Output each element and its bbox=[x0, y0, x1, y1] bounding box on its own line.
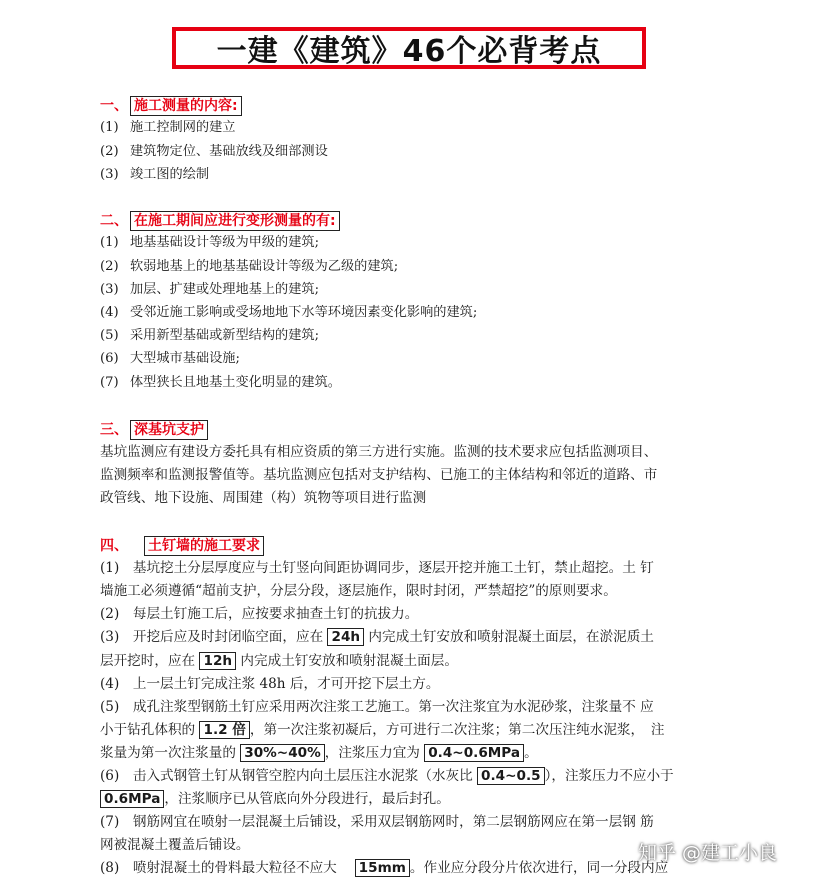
list-item: (3) 加层、扩建或处理地基上的建筑; bbox=[100, 282, 320, 297]
paragraph-line: 政管线、地下设施、周围建（构）筑物等项目进行监测 bbox=[100, 490, 427, 506]
paragraph-line: 墙施工必须遵循“超前支护，分层分段，逐层施作，限时封闭，严禁超挖”的原则要求。 bbox=[100, 583, 617, 599]
list-item: (1) 地基基础设计等级为甲级的建筑; bbox=[100, 235, 320, 250]
paragraph-line: 网被混凝土覆盖后铺设。 bbox=[100, 837, 250, 853]
paragraph-line: (4) 上一层土钉完成注浆 48h 后，才可开挖下层土方。 bbox=[100, 676, 440, 692]
highlight-value: 24h bbox=[327, 628, 364, 646]
list-item: (2) 建筑物定位、基础放线及细部测设 bbox=[100, 144, 328, 159]
paragraph-line: 浆量为第一次注浆量的 30%~40% ，注浆压力宜为 0.4~0.6MPa 。 bbox=[100, 745, 538, 761]
section-4-heading bbox=[100, 535, 264, 555]
watermark: 知乎 @建工小良 bbox=[638, 842, 778, 864]
section-3-heading bbox=[100, 419, 208, 439]
paragraph-line: 小于钻孔体积的 1.2 倍 ，第一次注浆初凝后，方可进行二次注浆；第二次压注纯水泥浆， 注 bbox=[100, 722, 665, 738]
highlight-value: 0.4~0.6MPa bbox=[424, 744, 524, 762]
highlight-value: 30%~40% bbox=[240, 744, 324, 762]
highlight-value: 0.4~0.5 bbox=[477, 767, 545, 785]
list-item: (3) 竣工图的绘制 bbox=[100, 167, 210, 182]
paragraph-line: (6) 击入式钢管土钉从钢管空腔内向土层压注水泥浆（水灰比 0.4~0.5 ），注浆压力不应小于 bbox=[100, 768, 674, 784]
highlight-value: 15mm bbox=[355, 859, 410, 877]
section-number: 二、 bbox=[100, 213, 128, 229]
paragraph-line: (5) 成孔注浆型钢筋土钉应采用两次注浆工艺施工。第一次注浆宜为水泥砂浆，注浆量不 应 bbox=[100, 699, 654, 715]
section-title: 在施工期间应进行变形测量的有: bbox=[130, 211, 340, 231]
paragraph-line: (8) 喷射混凝土的骨料最大粒径不应大 15mm 。作业应分段分片依次进行，同一分段内应 bbox=[100, 860, 669, 876]
paragraph-line: 层开挖时，应在 12h 内完成土钉安放和喷射混凝土面层。 bbox=[100, 653, 458, 669]
list-item: (5) 采用新型基础或新型结构的建筑; bbox=[100, 328, 320, 343]
list-item: (2) 软弱地基上的地基基础设计等级为乙级的建筑; bbox=[100, 259, 399, 274]
list-item: (7) 体型狭长且地基土变化明显的建筑。 bbox=[100, 375, 341, 390]
list-item: (4) 受邻近施工影响或受场地地下水等环境因素变化影响的建筑; bbox=[100, 305, 478, 320]
section-1-heading bbox=[100, 95, 242, 115]
highlight-value: 12h bbox=[199, 652, 236, 670]
list-item: (6) 大型城市基础设施; bbox=[100, 351, 240, 366]
section-number: 一、 bbox=[100, 98, 128, 114]
document-title: 一建《建筑》46个必背考点 bbox=[172, 27, 646, 69]
paragraph-line: 基坑监测应有建设方委托具有相应资质的第三方进行实施。监测的技术要求应包括监测项目、 bbox=[100, 444, 658, 460]
paragraph-line: (7) 钢筋网宜在喷射一层混凝土后铺设，采用双层钢筋网时，第二层钢筋网应在第一层钢 筋 bbox=[100, 814, 654, 830]
paragraph-line: 0.6MPa ，注浆顺序已从管底向外分段进行，最后封孔。 bbox=[100, 788, 720, 811]
paragraph-line: (1) 基坑挖土分层厚度应与土钉竖向间距协调同步，逐层开挖并施工土钉，禁止超挖。土 钉 bbox=[100, 560, 654, 576]
highlight-value: 0.6MPa bbox=[100, 790, 164, 808]
section-title: 深基坑支护 bbox=[130, 420, 208, 440]
section-number: 三、 bbox=[100, 422, 128, 438]
highlight-value: 1.2 倍 bbox=[199, 721, 249, 739]
section-title: 土钉墙的施工要求 bbox=[144, 536, 264, 556]
paragraph-line: 监测频率和监测报警值等。基坑监测应包括对支护结构、已施工的主体结构和邻近的道路、市 bbox=[100, 467, 658, 483]
section-2-heading bbox=[100, 210, 340, 230]
list-item: (1) 施工控制网的建立 bbox=[100, 120, 236, 135]
section-title: 施工测量的内容: bbox=[130, 96, 242, 116]
paragraph-line: (2) 每层土钉施工后，应按要求抽查土钉的抗拔力。 bbox=[100, 606, 419, 622]
paragraph-line: (3) 开挖后应及时封闭临空面，应在 24h 内完成土钉安放和喷射混凝土面层，在淤泥质土 bbox=[100, 629, 654, 645]
section-number: 四、 bbox=[100, 538, 128, 554]
